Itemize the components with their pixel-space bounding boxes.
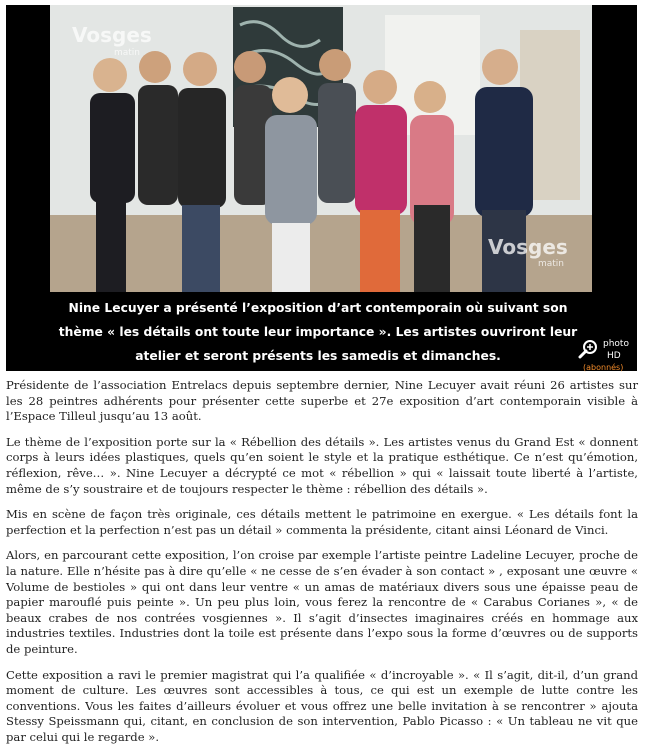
article-paragraph: Mis en scène de façon très originale, ces détails mettent le patrimoine en exergue. « Les détails font la perfection et la perfection n’est pas un détail » commenta la présidente, citant ainsi Léonard de Vinci. — [6, 507, 638, 537]
group-photo[interactable] — [50, 5, 592, 292]
photo-watermark-bottom-sub: matin — [538, 259, 565, 269]
photo-caption: Nine Lecuyer a présenté l’exposition d’art contemporain où suivant son thème « les détails ont toute leur importance ». Les artistes ouvriront leur atelier et seront présents les samedis et dimanches. — [58, 301, 578, 363]
photo-hd-label-hd: HD — [607, 351, 621, 361]
article-paragraph: Cette exposition a ravi le premier magistrat qui l’a qualifiée « d’incroyable ». « Il s’agit, dit-il, d’un grand moment de culture. Les œuvres sont accessibles à tous, ce qui est un exemple de lutte contre les conventions. Vous les faites d’ailleurs évoluer et vous offrez une belle invitation à se rencontrer » ajouta Stessy Speissmann qui, citant, en conclusion de son intervention, Pablo Picasso : « Un tableau ne vit que par celui qui le regarde ». — [6, 667, 638, 744]
article-paragraph: Présidente de l’association Entrelacs depuis septembre dernier, Nine Lecuyer avait réuni 26 artistes sur les 28 peintres adhérents pour présenter cette superbe et 27e exposition d’art contemporain visible à l’Espace Tilleul jusqu’au 13 août. — [6, 378, 638, 424]
article-body — [6, 378, 638, 755]
article-figure — [6, 5, 637, 371]
photo-hd-label: photo — [603, 339, 629, 349]
photo-hd-subscribers: (abonnés) — [583, 363, 624, 372]
photo-watermark-top-sub: matin — [114, 48, 141, 58]
photo-hd-link[interactable] — [578, 335, 634, 371]
article-paragraph: Le thème de l’exposition porte sur la « Rébellion des détails ». Les artistes venus du Grand Est « donnent corps à leurs idées plastiques, quels qu’en soient le style et la pratique esthétique. Ce n’est qu’émotion, réflexion, rêve… ». Nine Lecuyer a décrypté ce mot « rébellion » qui « laissait toute liberté à l’artiste, même de s’y soustraire et de toujours respecter le thème : rébellion des détails ». — [6, 434, 638, 496]
article-paragraph: Alors, en parcourant cette exposition, l’on croise par exemple l’artiste peintre Ladeline Lecuyer, proche de la nature. Elle n’hésite pas à dire qu’elle « ne cesse de s’en évader à son contact » , exposant une œuvre « Volume de bestioles » qui ont dans leur ventre « un amas de matériaux divers sous une épaisse peau de papier marouflé puis peinte ». Un peu plus loin, vous ferez la rencontre de « Carabus Corianes », « de beaux crabes de nos contrées vosgiennes ». Il s’agit d’insectes imaginaires créés en hommage aux industries textiles. Industries dont la toile est présente dans l’expo sous la forme d’œuvres ou de supports de peinture. — [6, 548, 638, 656]
photo-watermark-bottom: Vosges — [488, 235, 568, 259]
photo-watermark-top: Vosges — [72, 23, 152, 47]
magnifier-icon — [578, 339, 600, 361]
